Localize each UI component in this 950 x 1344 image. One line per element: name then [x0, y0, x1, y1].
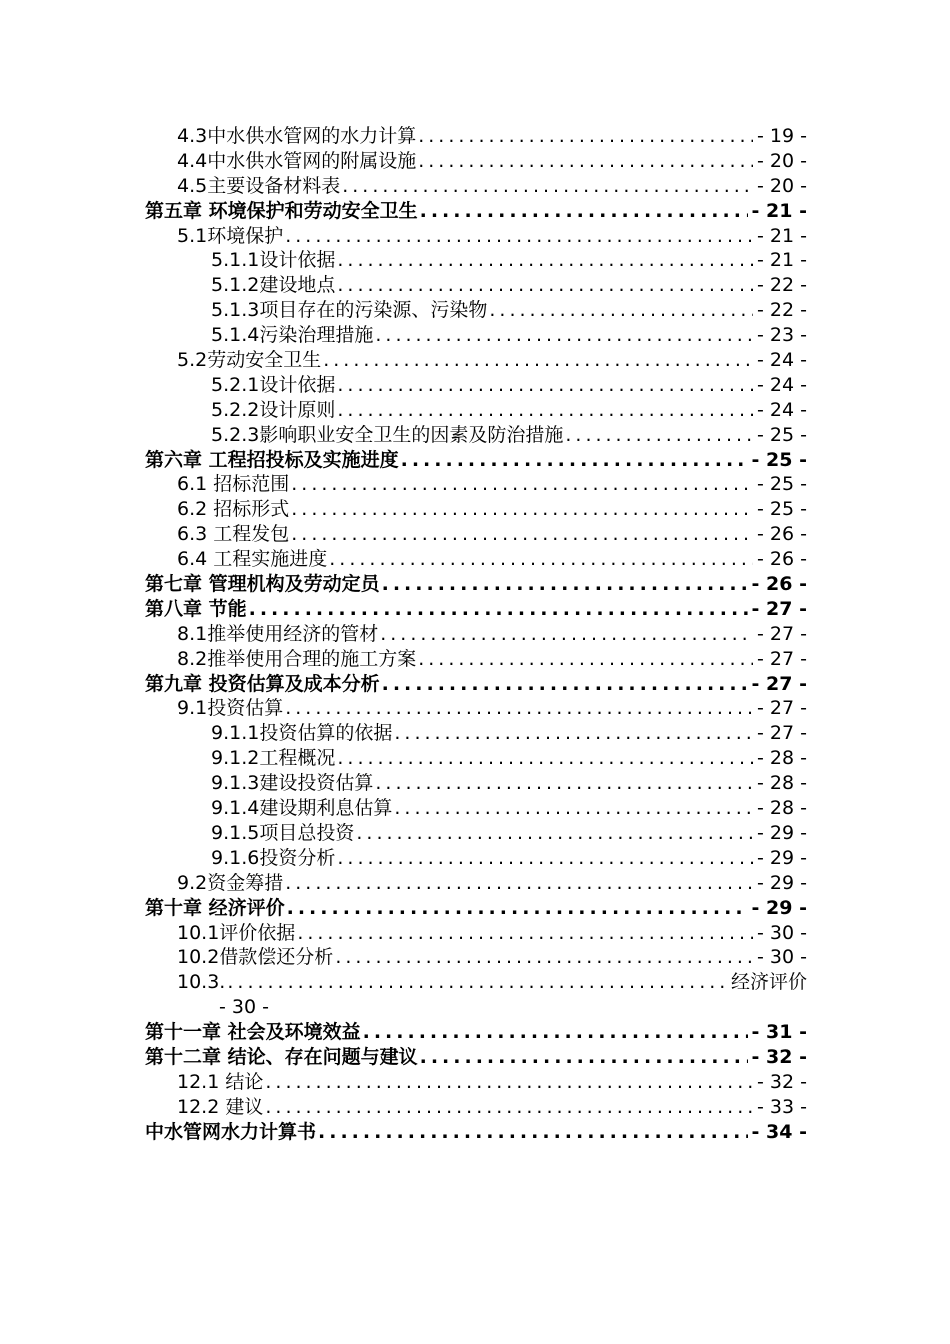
toc-entry-title: 9.1.5项目总投资 — [211, 821, 355, 844]
toc-entry-title: 第九章 投资估算及成本分析 — [145, 672, 380, 695]
toc-section-entry[interactable] — [177, 970, 807, 995]
dot-leader — [489, 298, 753, 323]
table-of-contents — [0, 124, 950, 1145]
toc-entry-page-number: - 29 - — [757, 846, 807, 869]
dot-leader — [249, 597, 748, 622]
toc-section-entry[interactable] — [211, 323, 807, 348]
toc-entry-title: 5.2劳动安全卫生 — [177, 349, 322, 372]
toc-entry-title: 12.1 结论 — [177, 1070, 264, 1093]
toc-entry-page-number: - 25 - — [757, 498, 807, 521]
toc-entry-title: 6.2 招标形式 — [177, 498, 290, 521]
dot-leader — [337, 273, 753, 298]
toc-entry-title: 第十二章 结论、存在问题与建议 — [145, 1045, 418, 1068]
dot-leader — [285, 871, 753, 896]
toc-section-entry[interactable] — [211, 721, 807, 746]
toc-entry-page-number: - 28 - — [757, 797, 807, 820]
toc-chapter-entry[interactable] — [145, 1020, 807, 1045]
toc-entry-page-number: - 27 - — [757, 722, 807, 745]
toc-entry-title: 5.1环境保护 — [177, 224, 284, 247]
dot-leader — [420, 199, 748, 224]
toc-entry-page-number: - 26 - — [751, 573, 807, 596]
dot-leader — [337, 846, 753, 871]
dot-leader — [329, 547, 753, 572]
toc-entry-title: 中水管网水力计算书 — [145, 1120, 317, 1143]
toc-entry-title: 8.2推举使用合理的施工方案 — [177, 647, 417, 670]
dot-leader — [337, 398, 753, 423]
toc-entry-title: 9.1.3建设投资估算 — [211, 772, 374, 795]
dot-leader — [401, 448, 748, 473]
toc-section-entry[interactable] — [211, 398, 807, 423]
dot-leader — [285, 696, 753, 721]
toc-section-entry[interactable] — [177, 522, 807, 547]
toc-entry-page-number: - 32 - — [757, 1070, 807, 1093]
toc-entry-title: 10.2借款偿还分析 — [177, 946, 334, 969]
toc-entry-title: 第五章 环境保护和劳动安全卫生 — [145, 199, 418, 222]
toc-section-entry[interactable] — [177, 871, 807, 896]
toc-entry-page-number: - 29 - — [751, 896, 807, 919]
toc-entry-title: 5.1.4污染治理措施 — [211, 324, 374, 347]
toc-entry-page-number: - 25 - — [757, 423, 807, 446]
dot-leader — [297, 921, 753, 946]
toc-section-entry[interactable] — [211, 423, 807, 448]
toc-entry-title: 9.1投资估算 — [177, 697, 284, 720]
toc-chapter-entry[interactable] — [145, 896, 807, 921]
dot-leader — [375, 323, 753, 348]
toc-entry-title: 5.1.2建设地点 — [211, 274, 336, 297]
toc-entry-page-number: - 25 - — [751, 448, 807, 471]
toc-entry-page-number: - 27 - — [757, 647, 807, 670]
dot-leader — [337, 373, 753, 398]
toc-entry-page-number: - 26 - — [757, 523, 807, 546]
toc-entry-title: 9.1.2工程概况 — [211, 747, 336, 770]
toc-entry-page-number: - 31 - — [751, 1021, 807, 1044]
dot-leader — [291, 472, 753, 497]
toc-entry-title: 5.1.3项目存在的污染源、污染物 — [211, 299, 488, 322]
toc-entry-page-number: - 25 - — [757, 473, 807, 496]
toc-entry-page-number: - 20 - — [757, 174, 807, 197]
toc-entry-page-number: - 22 - — [757, 274, 807, 297]
toc-section-entry[interactable] — [177, 149, 807, 174]
toc-entry-title: 4.5主要设备材料表 — [177, 174, 341, 197]
toc-entry-title: 5.2.3影响职业安全卫生的因素及防治措施 — [211, 423, 564, 446]
toc-chapter-entry[interactable] — [145, 1120, 807, 1145]
toc-section-entry[interactable] — [211, 796, 807, 821]
toc-entry-page-number: - 24 - — [757, 398, 807, 421]
dot-leader — [265, 1095, 753, 1120]
toc-section-entry[interactable] — [211, 298, 807, 323]
toc-entry-page-number: - 32 - — [751, 1045, 807, 1068]
toc-entry-page-number: - 19 - — [757, 125, 807, 147]
toc-entry-title: 9.1.4建设期利息估算 — [211, 797, 393, 820]
toc-section-entry[interactable] — [211, 746, 807, 771]
toc-entry-title: 12.2 建议 — [177, 1095, 264, 1118]
toc-entry-title: 9.2资金筹措 — [177, 871, 284, 894]
toc-entry-title: 10.1评价依据 — [177, 921, 296, 944]
toc-entry-page-number: - 21 - — [757, 224, 807, 247]
toc-entry-page-number: - 24 - — [757, 349, 807, 372]
toc-section-entry[interactable] — [177, 622, 807, 647]
toc-section-entry[interactable] — [177, 224, 807, 249]
toc-entry-page-number: - 29 - — [757, 871, 807, 894]
dot-leader — [323, 348, 753, 373]
toc-section-entry[interactable] — [177, 497, 807, 522]
toc-entry-title: 第八章 节能 — [145, 597, 247, 620]
toc-entry-page-number: - 21 - — [757, 249, 807, 272]
toc-section-entry[interactable] — [177, 1095, 807, 1120]
dot-leader — [285, 224, 753, 249]
toc-entry-page-number: - 28 - — [757, 772, 807, 795]
toc-section-entry[interactable] — [211, 373, 807, 398]
toc-entry-title: 9.1.6投资分析 — [211, 846, 336, 869]
toc-entry-title: 4.4中水供水管网的附属设施 — [177, 149, 417, 172]
dot-leader — [375, 771, 753, 796]
toc-entry-page-number: - 28 - — [757, 747, 807, 770]
toc-chapter-entry[interactable] — [145, 572, 807, 597]
toc-entry-title: 8.1推举使用经济的管材 — [177, 622, 379, 645]
toc-entry-title: 6.4 工程实施进度 — [177, 548, 328, 571]
toc-chapter-entry[interactable] — [145, 672, 807, 697]
toc-entry-page-number: - 29 - — [757, 821, 807, 844]
toc-entry-title: 6.1 招标范围 — [177, 473, 290, 496]
dot-leader — [287, 896, 748, 921]
toc-entry-page-number: - 30 - — [757, 921, 807, 944]
toc-entry-title: 第七章 管理机构及劳动定员 — [145, 573, 380, 596]
toc-entry-page-number: - 27 - — [751, 672, 807, 695]
toc-section-entry[interactable] — [177, 547, 807, 572]
toc-chapter-entry[interactable] — [145, 199, 807, 224]
toc-entry-page-number: - 22 - — [757, 299, 807, 322]
dot-leader — [342, 174, 753, 199]
toc-entry-title: 第六章 工程招投标及实施进度 — [145, 448, 399, 471]
toc-section-entry[interactable] — [177, 945, 807, 970]
toc-section-entry[interactable] — [211, 846, 807, 871]
toc-entry-page-number: - 33 - — [757, 1095, 807, 1118]
dot-leader — [420, 1045, 748, 1070]
toc-entry-page-number-continuation: - 30 - — [219, 996, 269, 1019]
toc-section-entry[interactable] — [211, 771, 807, 796]
dot-leader — [418, 124, 753, 149]
toc-chapter-entry[interactable] — [145, 1045, 807, 1070]
toc-entry-page-number: - 27 - — [757, 622, 807, 645]
toc-section-entry[interactable] — [177, 921, 807, 946]
toc-section-entry[interactable] — [177, 348, 807, 373]
dot-leader — [337, 248, 753, 273]
toc-section-entry[interactable] — [177, 1070, 807, 1095]
toc-section-entry[interactable] — [211, 248, 807, 273]
toc-section-entry[interactable] — [177, 174, 807, 199]
dot-leader — [291, 497, 753, 522]
toc-section-entry[interactable] — [177, 647, 807, 672]
toc-entry-title: 第十章 经济评价 — [145, 896, 285, 919]
toc-entry-page-number: - 27 - — [751, 597, 807, 620]
toc-entry-page-number: - 21 - — [751, 199, 807, 222]
dot-leader — [291, 522, 753, 547]
toc-section-entry[interactable] — [177, 696, 807, 721]
dot-leader — [227, 970, 727, 995]
toc-entry-title: 6.3 工程发包 — [177, 523, 290, 546]
dot-leader — [380, 622, 753, 647]
toc-entry-page-number: 经济评价 — [730, 971, 807, 994]
toc-entry-title: 10.3. — [177, 971, 226, 994]
toc-section-entry[interactable] — [177, 472, 807, 497]
toc-section-entry[interactable] — [177, 124, 807, 149]
dot-leader — [394, 721, 753, 746]
toc-entry-title: 4.3中水供水管网的水力计算 — [177, 125, 417, 147]
toc-entry-page-number: - 34 - — [751, 1120, 807, 1143]
dot-leader — [318, 1120, 748, 1145]
dot-leader — [337, 746, 753, 771]
toc-entry-page-number: - 23 - — [757, 324, 807, 347]
dot-leader — [418, 647, 753, 672]
dot-leader — [363, 1020, 748, 1045]
toc-section-entry[interactable] — [211, 273, 807, 298]
dot-leader — [382, 672, 748, 697]
dot-leader — [265, 1070, 753, 1095]
toc-entry-title: 5.1.1设计依据 — [211, 249, 336, 272]
toc-entry-title: 5.2.1设计依据 — [211, 373, 336, 396]
dot-leader — [382, 572, 748, 597]
toc-entry-page-number: - 26 - — [757, 548, 807, 571]
dot-leader — [418, 149, 753, 174]
toc-entry-title: 9.1.1投资估算的依据 — [211, 722, 393, 745]
toc-entry-title: 第十一章 社会及环境效益 — [145, 1021, 361, 1044]
toc-entry-page-number: - 27 - — [757, 697, 807, 720]
toc-chapter-entry[interactable] — [145, 448, 807, 473]
dot-leader — [356, 821, 753, 846]
dot-leader — [394, 796, 753, 821]
dot-leader — [335, 945, 753, 970]
toc-entry-title: 5.2.2设计原则 — [211, 398, 336, 421]
toc-chapter-entry[interactable] — [145, 597, 807, 622]
toc-entry-page-number: - 24 - — [757, 373, 807, 396]
toc-section-entry[interactable] — [211, 821, 807, 846]
toc-entry-page-number: - 30 - — [757, 946, 807, 969]
toc-entry-page-number: - 20 - — [757, 149, 807, 172]
dot-leader — [565, 423, 753, 448]
